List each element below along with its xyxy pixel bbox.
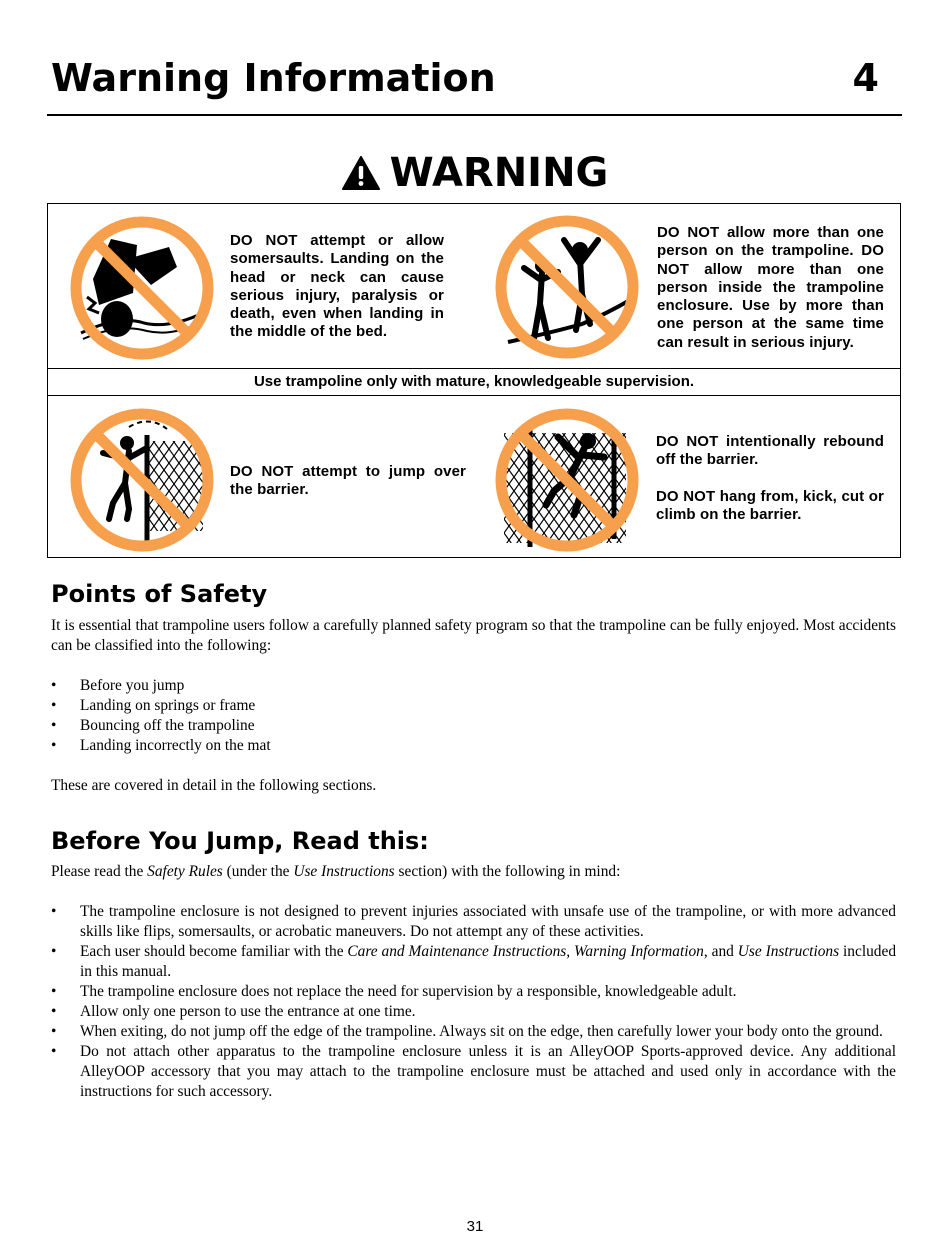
warning-text-climb: DO NOT hang from, kick, cut or climb on the barrier. [656,488,884,524]
supervision-notice: Use trampoline only with mature, knowledgeable supervision. [48,368,900,396]
list-item: • Before you jump [51,676,896,696]
list-item: • Bouncing off the trampoline [51,716,896,736]
list-item: • Landing on springs or frame [51,696,896,716]
no-climb-barrier-icon [494,407,640,553]
warning-text-rebound: DO NOT intentionally rebound off the barrier. [656,433,884,469]
list-item: • Allow only one person to use the entrance at one time. [51,1002,896,1022]
before-intro: Please read the Safety Rules (under the Use Instructions section) with the following in mind: [51,863,621,880]
list-item: • Do not attach other apparatus to the trampoline enclosure unless it is an AlleyOOP Sports-approved device. Any additional AlleyOOP accessory that you may attach to the trampoline enclosure must be attached and used only in accordance with the instructions for such accessory. [51,1042,896,1102]
no-jump-over-barrier-icon [69,407,215,553]
list-item: • The trampoline enclosure is not designed to prevent injuries associated with unsafe use of the trampoline, or with more advanced skills like flips, somersaults, or acrobatic maneuvers. Do not attempt any of these activities. [51,902,896,942]
list-item: • When exiting, do not jump off the edge of the trampoline. Always sit on the edge, then carefully lower your body onto the ground. [51,1022,896,1042]
warning-text-somersault: DO NOT attempt or allow somersaults. Landing on the head or neck can cause serious injury, paralysis or death, even when landing in the middle of the bed. [230,232,444,341]
before-jump-list [51,902,896,1102]
before-you-jump-heading: Before You Jump, Read this: [51,827,429,855]
warning-text-jump-over: DO NOT attempt to jump over the barrier. [230,463,466,499]
warning-triangle-icon [342,156,380,190]
page-title: Warning Information [51,56,496,100]
points-outro: These are covered in detail in the following sections. [51,777,377,794]
page-number: 31 [466,1218,484,1235]
warning-box [47,203,901,558]
points-intro: It is essential that trampoline users follow a carefully planned safety program so that the trampoline can be fully enjoyed. Most accidents can be classified into the following: [51,617,896,654]
warning-title: WARNING [389,150,609,196]
page-header [51,52,879,108]
list-item: • The trampoline enclosure does not replace the need for supervision by a responsible, knowledgeable adult. [51,982,896,1002]
list-item: • Landing incorrectly on the mat [51,736,896,756]
list-item: • Each user should become familiar with the Care and Maintenance Instructions, Warning Information, and Use Instructions included in this manual. [51,942,896,982]
warning-heading [0,148,950,198]
accident-categories-list [51,676,896,756]
no-multiple-jumpers-icon [494,214,640,360]
header-rule [47,114,902,116]
chapter-number: 4 [852,56,879,100]
warning-text-one-person: DO NOT allow more than one person on the trampoline. DO NOT allow more than one person inside the trampoline enclosure. Use by more than one person at the same time can result in serious injury. [657,224,884,351]
points-of-safety-heading: Points of Safety [51,580,268,608]
no-somersault-icon [69,215,215,361]
